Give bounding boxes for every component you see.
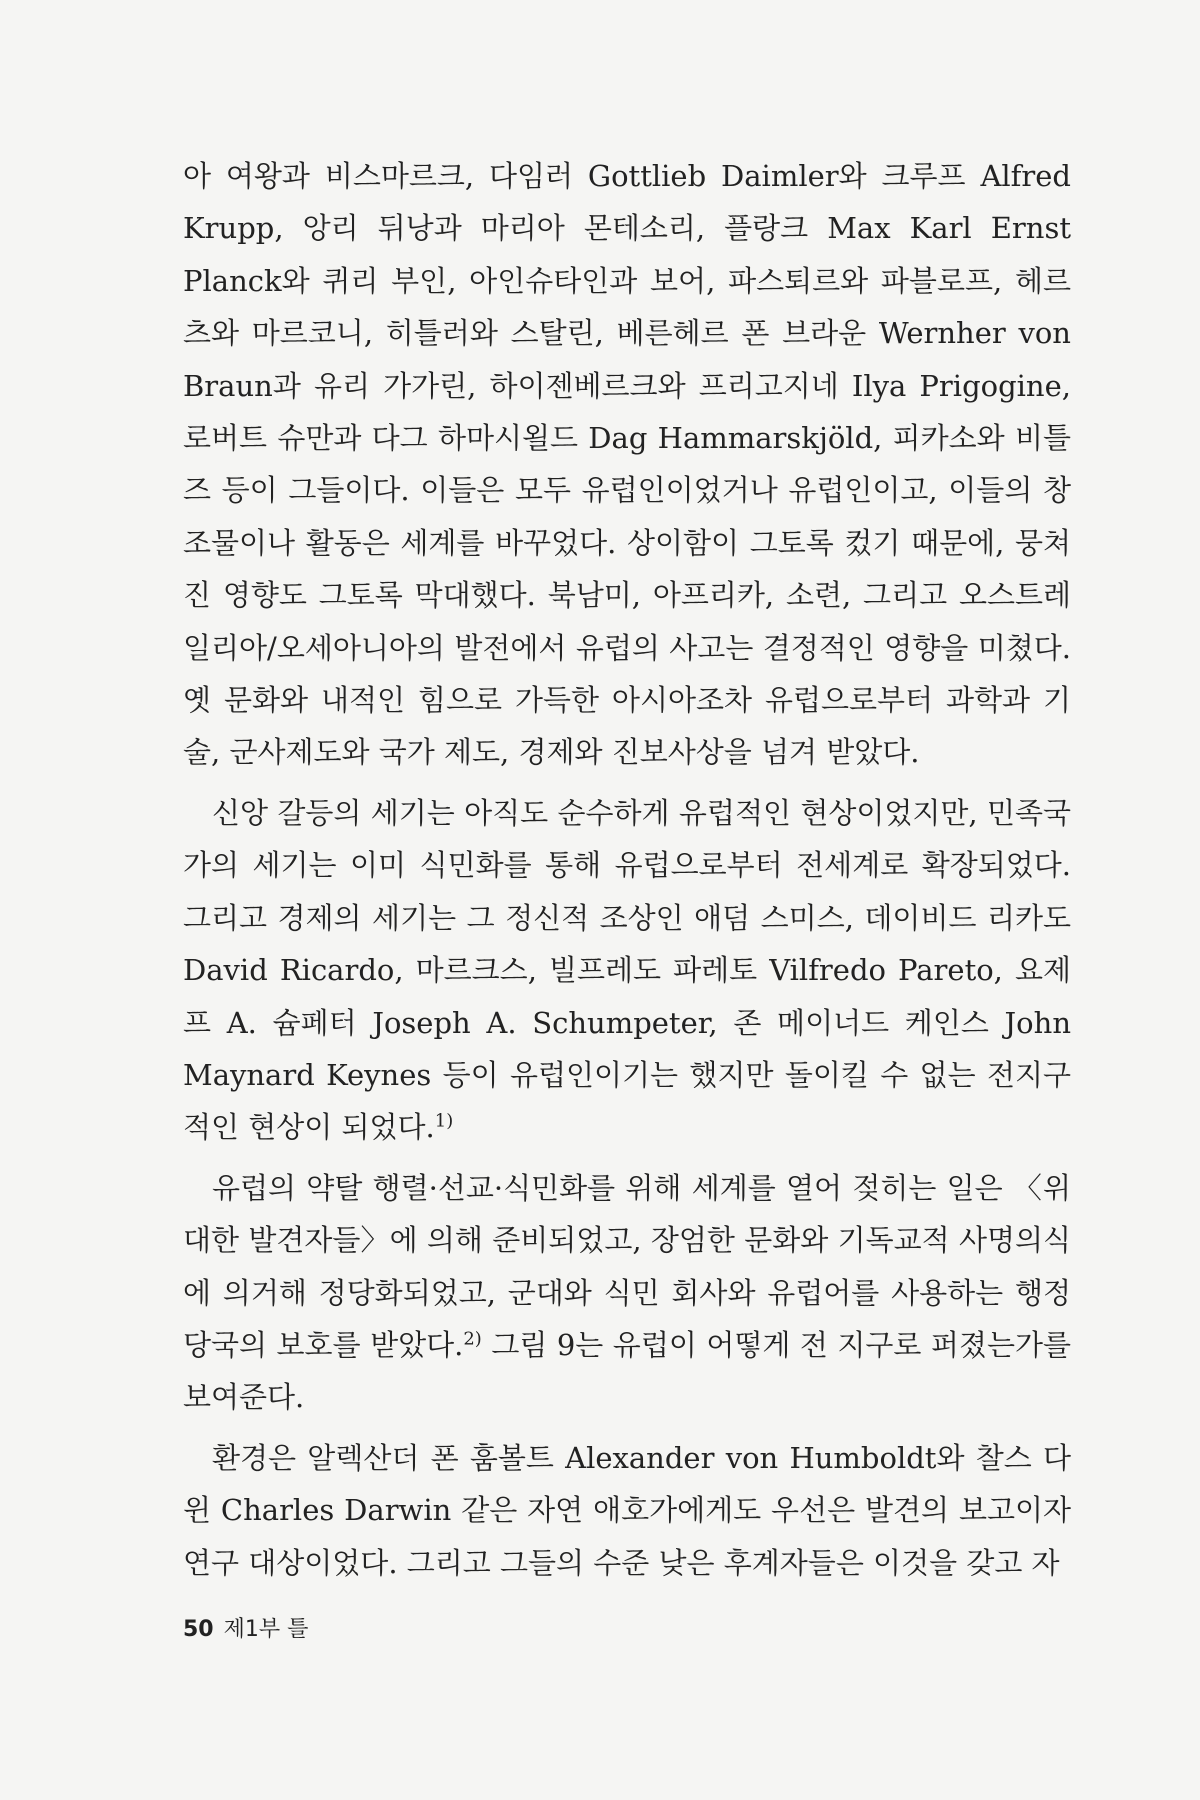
footnote-ref-2: 2)	[463, 1328, 482, 1350]
paragraph-1	[183, 150, 1071, 779]
paragraph-3-text: 유럽의 약탈 행렬·선교·식민화를 위해 세계를 열어 젖히는 일은 〈위대한 발견자들〉에 의해 준비되었고, 장엄한 문화와 기독교적 사명의식에 의거해 정당화되었고, 군대와 식민 회사와 유럽어를 사용하는 행정당국의 보호를 받았다.	[183, 1170, 1071, 1362]
paragraph-3	[183, 1162, 1071, 1424]
page-number: 50	[183, 1617, 214, 1642]
paragraph-1-text: 아 여왕과 비스마르크, 다임러 Gottlieb Daimler와 크루프 Alfred Krupp, 앙리 뒤낭과 마리아 몬테소리, 플랑크 Max Karl Ernst Planck와 퀴리 부인, 아인슈타인과 보어, 파스퇴르와 파블로프, 헤르츠와 마르코니, 히틀러와 스탈린, 베른헤르 폰 브라운 Wernher von Braun과 유리 가가린, 하이젠베르크와 프리고지네 Ilya Prigogine, 로버트 슈만과 다그 하마시욀드 Dag Hammarskjöld, 피카소와 비틀즈 등이 그들이다. 이들은 모두 유럽인이었거나 유럽인이고, 이들의 창조물이나 활동은 세계를 바꾸었다. 상이함이 그토록 컸기 때문에, 뭉쳐진 영향도 그토록 막대했다. 북남미, 아프리카, 소련, 그리고 오스트레일리아/오세아니아의 발전에서 유럽의 사고는 결정적인 영향을 미쳤다. 옛 문화와 내적인 힘으로 가득한 아시아조차 유럽으로부터 과학과 기술, 군사제도와 국가 제도, 경제와 진보사상을 넘겨 받았다.	[183, 159, 1071, 770]
footnote-ref-1: 1)	[434, 1110, 454, 1132]
body-text	[183, 150, 1071, 1589]
paragraph-2-text: 신앙 갈등의 세기는 아직도 순수하게 유럽적인 현상이었지만, 민족국가의 세기는 이미 식민화를 통해 유럽으로부터 전세계로 확장되었다. 그리고 경제의 세기는 그 정신적 조상인 애덤 스미스, 데이비드 리카도 David Ricardo, 마르크스, 빌프레도 파레토 Vilfredo Pareto, 요제프 A. 슘페터 Joseph A. Schumpeter, 존 메이너드 케인스 John Maynard Keynes 등이 유럽인이기는 했지만 돌이킬 수 없는 전지구적인 현상이 되었다.	[183, 795, 1071, 1145]
paragraph-4-text: 환경은 알렉산더 폰 훔볼트 Alexander von Humboldt와 찰스 다윈 Charles Darwin 같은 자연 애호가에게도 우선은 발견의 보고이자 연구 대상이었다. 그리고 그들의 수준 낮은 후계자들은 이것을 갖고 자	[183, 1440, 1071, 1580]
paragraph-4	[183, 1432, 1071, 1589]
page-footer	[183, 1612, 308, 1643]
paragraph-2	[183, 787, 1071, 1154]
section-title: 제1부 틀	[223, 1617, 309, 1642]
paragraph-3-text-after: 그림 9는 유럽이 어떻게 전 지구로 퍼졌는가를 보여준다.	[183, 1327, 1072, 1415]
